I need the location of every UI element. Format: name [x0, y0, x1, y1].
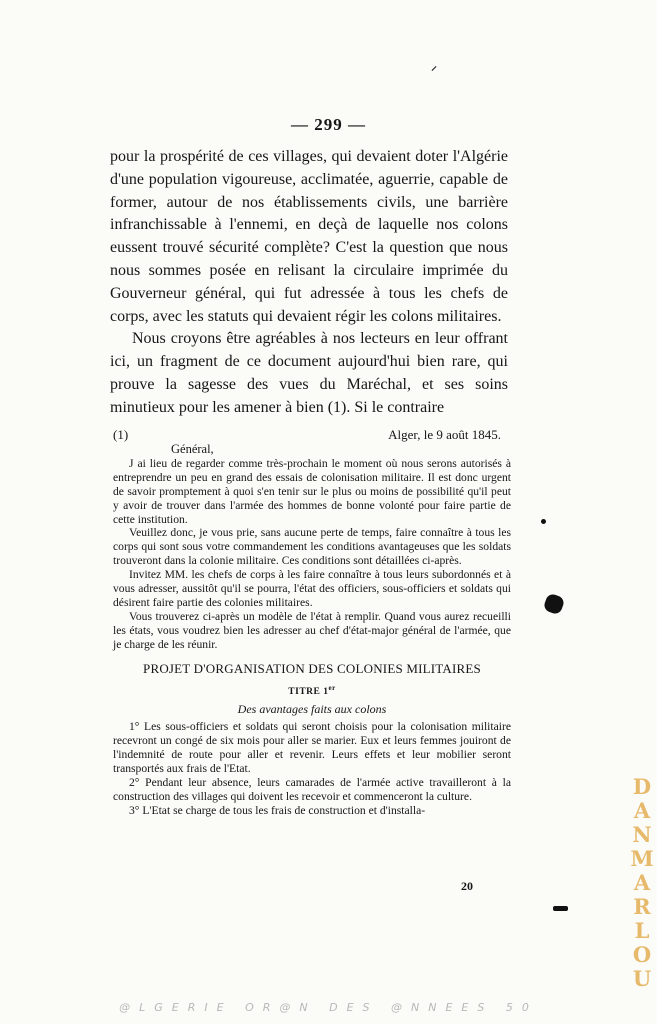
article: 2° Pendant leur absence, leurs camarades de l'armée active travailleront à la construction des villages qui doivent les recevoir et commenceront la culture. — [113, 776, 511, 803]
projet-title: PROJET D'ORGANISATION DES COLONIES MILITAIRES — [143, 660, 481, 676]
ink-tick — [432, 66, 437, 71]
footnote-paragraph: J ai lieu de regarder comme très-prochain le moment où nous serons autorisés à entreprendre un peu en grand des essais de colonisation militaire. Il est donc urgent de savoir promptement à quoi s'en tenir sur le plus ou moins de possibilité qu'il peut y avoir de trouver dans l'armée des hommes de bonne volonté pour faire partie de cette institution. — [113, 456, 511, 526]
main-text — [110, 146, 508, 420]
bottom-watermark: @LGERIE OR@N DES @NNEES 50 — [119, 1001, 538, 1014]
ink-blot — [542, 592, 565, 615]
titre-sup: er — [328, 683, 336, 692]
body-paragraph-2: Nous croyons être agréables à nos lecteurs en leur offrant ici, un fragment de ce document aujourd'hui bien rare, qui prouve la sagesse des vues du Maréchal, et ses soins minutieux pour les amener à bien (1). Si le contraire — [110, 330, 508, 416]
footnote-paragraph: Invitez MM. les chefs de corps à les faire connaître à tous leurs subordonnés et à vous adresser, aussitôt qu'il se pourra, l'état des officiers, sous-officiers et soldats qui désirent faire partie des colonies militaires. — [113, 568, 511, 609]
article: 1° Les sous-officiers et soldats qui seront choisis pour la colonisation militaire recevront un congé de six mois pour aller se marier. Eux et leurs femmes jouiront de l'indemnité de route pour aller et revenir. Leurs effets et leur mobilier seront transportés aux frais de l'Etat. — [113, 720, 511, 776]
footnote-greeting: Général, — [171, 442, 214, 456]
footnote-place-date: Alger, le 9 août 1845. — [388, 427, 501, 442]
ink-dash — [553, 906, 568, 911]
article: 3° L'Etat se charge de tous les frais de construction et d'installa- — [129, 803, 426, 817]
footnote-marker: (1) — [113, 427, 129, 442]
footnote-paragraph: Veuillez donc, je vous prie, sans aucune perte de temps, faire connaître à tous les corps qui sont sous votre commandement les conditions avantageuses que les soldats trouveront dans la colonie militaire. Ces conditions sont détaillées ci-après. — [113, 526, 511, 568]
signature-mark: 20 — [461, 879, 473, 893]
footnote — [113, 426, 511, 818]
side-watermark: DANMARLOU — [630, 774, 654, 991]
titre-heading — [113, 682, 511, 700]
body-paragraph-1: pour la prospérité de ces villages, qui devaient doter l'Algérie d'une population vigoureuse, acclimatée, aguerrie, capable de former, autour de nos établissements civils, une barrière infranchissable à l'ennemi, en deçà de laquelle nos colons eussent trouvé sécurité complète? C'est la question que nous nous sommes posée en relisant la circulaire imprimée du Gouverneur général, qui fut adressée à tous les chefs de corps, avec les statuts qui devaient régir les colons militaires. — [110, 148, 508, 325]
titre-label: TITRE 1 — [288, 686, 329, 697]
page-number: — 299 — — [291, 115, 366, 134]
ink-speck — [541, 519, 546, 524]
footnote-header — [113, 426, 511, 443]
section-title: Des avantages faits aux colons — [237, 701, 387, 716]
footnote-paragraph: Vous trouverez ci-après un modèle de l'état à remplir. Quand vous aurez recueilli les états, vous voudrez bien les adresser au chef d'état-major général de l'armée, que je charge de les réunir. — [113, 609, 511, 651]
